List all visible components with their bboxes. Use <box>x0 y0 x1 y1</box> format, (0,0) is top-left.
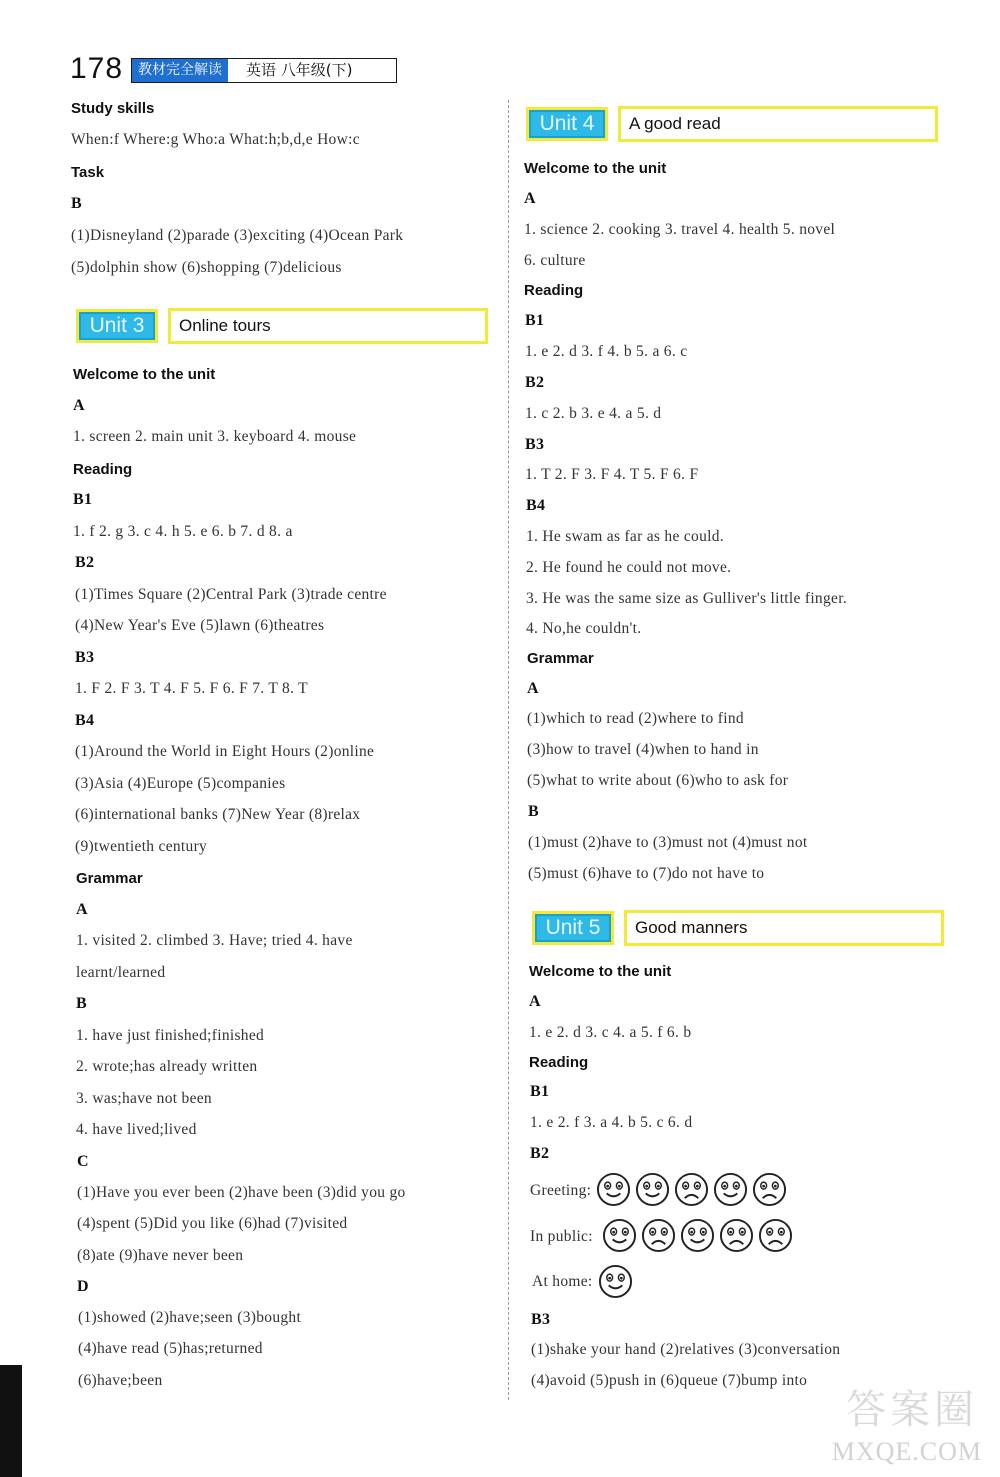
grammar-b-line: 1. have just finished;finished <box>76 1027 265 1044</box>
unit3-title: Online tours <box>168 308 488 344</box>
smiley-face-icon <box>598 1264 633 1299</box>
smiley-face-icon <box>680 1218 715 1253</box>
book-series-label: 教材完全解读 <box>132 59 228 82</box>
b3-answer-line: (4)avoid (5)push in (6)queue (7)bump into <box>531 1372 808 1389</box>
b1-label: B1 <box>530 1083 550 1100</box>
unit4-banner <box>526 104 938 144</box>
study-skills-answers: When:f Where:g Who:a What:h;b,d,e How:c <box>71 131 360 148</box>
b3-label: B3 <box>75 649 95 666</box>
grammar-a-line: 1. visited 2. climbed 3. Have; tried 4. have <box>76 932 353 949</box>
grammar-b-label: B <box>528 803 539 820</box>
grammar-a-label: A <box>527 680 539 697</box>
b1-answers: 1. e 2. d 3. f 4. b 5. a 6. c <box>525 343 688 360</box>
face-row-in-public <box>602 1218 793 1253</box>
smiley-face-icon <box>602 1218 637 1253</box>
b2-answer-line: (1)Times Square (2)Central Park (3)trade centre <box>75 586 387 603</box>
grammar-b-line: 4. have lived;lived <box>76 1121 197 1138</box>
sad-face-icon <box>758 1218 793 1253</box>
b4-label: B4 <box>75 712 95 729</box>
b4-answer-line: 4. No,he couldn't. <box>526 620 642 637</box>
grammar-c-label: C <box>77 1153 89 1170</box>
b1-label: B1 <box>73 491 93 508</box>
grammar-heading: Grammar <box>76 870 143 887</box>
b4-answer-line: (6)international banks (7)New Year (8)relax <box>75 806 361 823</box>
section-a-label: A <box>524 190 536 207</box>
grammar-a-line: (3)how to travel (4)when to hand in <box>527 741 759 758</box>
b4-answer-line: 2. He found he could not move. <box>526 559 732 576</box>
unit3-badge: Unit 3 <box>76 309 158 343</box>
face-row-at-home <box>598 1264 633 1299</box>
b4-answer-line: 1. He swam as far as he could. <box>526 528 724 545</box>
grammar-c-line: (1)Have you ever been (2)have been (3)did you go <box>77 1184 406 1201</box>
b4-answer-line: 3. He was the same size as Gulliver's little finger. <box>526 590 847 607</box>
grammar-b-label: B <box>76 995 87 1012</box>
face-row-label: Greeting: <box>530 1182 592 1199</box>
b3-answers: 1. F 2. F 3. T 4. F 5. F 6. F 7. T 8. T <box>75 680 308 697</box>
unit4-badge: Unit 4 <box>526 107 608 141</box>
watermark-url: MXQE.COM <box>831 1437 982 1466</box>
grammar-a-label: A <box>76 901 88 918</box>
b2-answer-line: (4)New Year's Eve (5)lawn (6)theatres <box>75 617 325 634</box>
welcome-a-answers: 1. screen 2. main unit 3. keyboard 4. mouse <box>73 428 357 445</box>
welcome-a-answers: 1. e 2. d 3. c 4. a 5. f 6. b <box>529 1024 692 1041</box>
b2-label: B2 <box>75 554 95 571</box>
grammar-d-label: D <box>77 1278 89 1295</box>
reading-heading: Reading <box>524 282 584 299</box>
grammar-a-line: learnt/learned <box>76 964 166 981</box>
grammar-a-line: (5)what to write about (6)who to ask for <box>527 772 789 789</box>
smiley-face-icon <box>713 1172 748 1207</box>
grammar-d-line: (1)showed (2)have;seen (3)bought <box>78 1309 302 1326</box>
reading-heading: Reading <box>529 1054 589 1071</box>
b1-label: B1 <box>525 312 545 329</box>
unit5-banner <box>532 908 944 948</box>
unit4-title: A good read <box>618 106 938 142</box>
smiley-face-icon <box>596 1172 631 1207</box>
smiley-face-icon <box>635 1172 670 1207</box>
b1-answers: 1. f 2. g 3. c 4. h 5. e 6. b 7. d 8. a <box>73 523 293 540</box>
section-a-label: A <box>529 993 541 1010</box>
grammar-b-line: 3. was;have not been <box>76 1090 212 1107</box>
subject-grade-label: 英语 八年级(下) <box>228 59 396 82</box>
grammar-a-line: (1)which to read (2)where to find <box>527 710 744 727</box>
unit5-badge: Unit 5 <box>532 911 614 945</box>
column-divider <box>508 100 509 1400</box>
grammar-d-line: (4)have read (5)has;returned <box>78 1340 263 1357</box>
b4-label: B4 <box>526 497 546 514</box>
task-answer-line: (5)dolphin show (6)shopping (7)delicious <box>71 259 342 276</box>
welcome-heading: Welcome to the unit <box>73 366 216 383</box>
book-header-tag <box>131 58 397 83</box>
b3-answers: 1. T 2. F 3. F 4. T 5. F 6. F <box>525 466 699 483</box>
face-row-label: At home: <box>532 1273 593 1290</box>
section-a-label: A <box>73 397 85 414</box>
b4-answer-line: (1)Around the World in Eight Hours (2)online <box>75 743 375 760</box>
page-number: 178 <box>70 52 124 85</box>
face-row-greeting <box>596 1172 787 1207</box>
b2-answers: 1. c 2. b 3. e 4. a 5. d <box>525 405 662 422</box>
b4-answer-line: (3)Asia (4)Europe (5)companies <box>75 775 286 792</box>
sad-face-icon <box>674 1172 709 1207</box>
grammar-heading: Grammar <box>527 650 594 667</box>
reading-heading: Reading <box>73 461 133 478</box>
b2-label: B2 <box>530 1145 550 1162</box>
b3-label: B3 <box>525 436 545 453</box>
grammar-b-line: 2. wrote;has already written <box>76 1058 258 1075</box>
task-b-label: B <box>71 195 82 212</box>
page-edge-shadow <box>0 1365 22 1477</box>
sad-face-icon <box>641 1218 676 1253</box>
welcome-heading: Welcome to the unit <box>529 963 672 980</box>
grammar-b-line: (5)must (6)have to (7)do not have to <box>528 865 765 882</box>
watermark-chinese: 答案圈 <box>846 1387 978 1432</box>
grammar-c-line: (8)ate (9)have never been <box>77 1247 244 1264</box>
b1-answers: 1. e 2. f 3. a 4. b 5. c 6. d <box>530 1114 693 1131</box>
grammar-c-line: (4)spent (5)Did you like (6)had (7)visited <box>77 1215 348 1232</box>
unit5-title: Good manners <box>624 910 944 946</box>
sad-face-icon <box>752 1172 787 1207</box>
face-row-label: In public: <box>530 1228 593 1245</box>
grammar-b-line: (1)must (2)have to (3)must not (4)must not <box>528 834 808 851</box>
task-heading: Task <box>71 164 105 181</box>
grammar-d-line: (6)have;been <box>78 1372 163 1389</box>
welcome-heading: Welcome to the unit <box>524 160 667 177</box>
sad-face-icon <box>719 1218 754 1253</box>
b3-answer-line: (1)shake your hand (2)relatives (3)conversation <box>531 1341 841 1358</box>
b2-label: B2 <box>525 374 545 391</box>
task-answer-line: (1)Disneyland (2)parade (3)exciting (4)Ocean Park <box>71 227 404 244</box>
b4-answer-line: (9)twentieth century <box>75 838 208 855</box>
unit3-banner <box>76 306 488 346</box>
b3-label: B3 <box>531 1311 551 1328</box>
study-skills-heading: Study skills <box>71 100 155 117</box>
welcome-a-line: 6. culture <box>524 252 586 269</box>
welcome-a-line: 1. science 2. cooking 3. travel 4. health 5. novel <box>524 221 836 238</box>
